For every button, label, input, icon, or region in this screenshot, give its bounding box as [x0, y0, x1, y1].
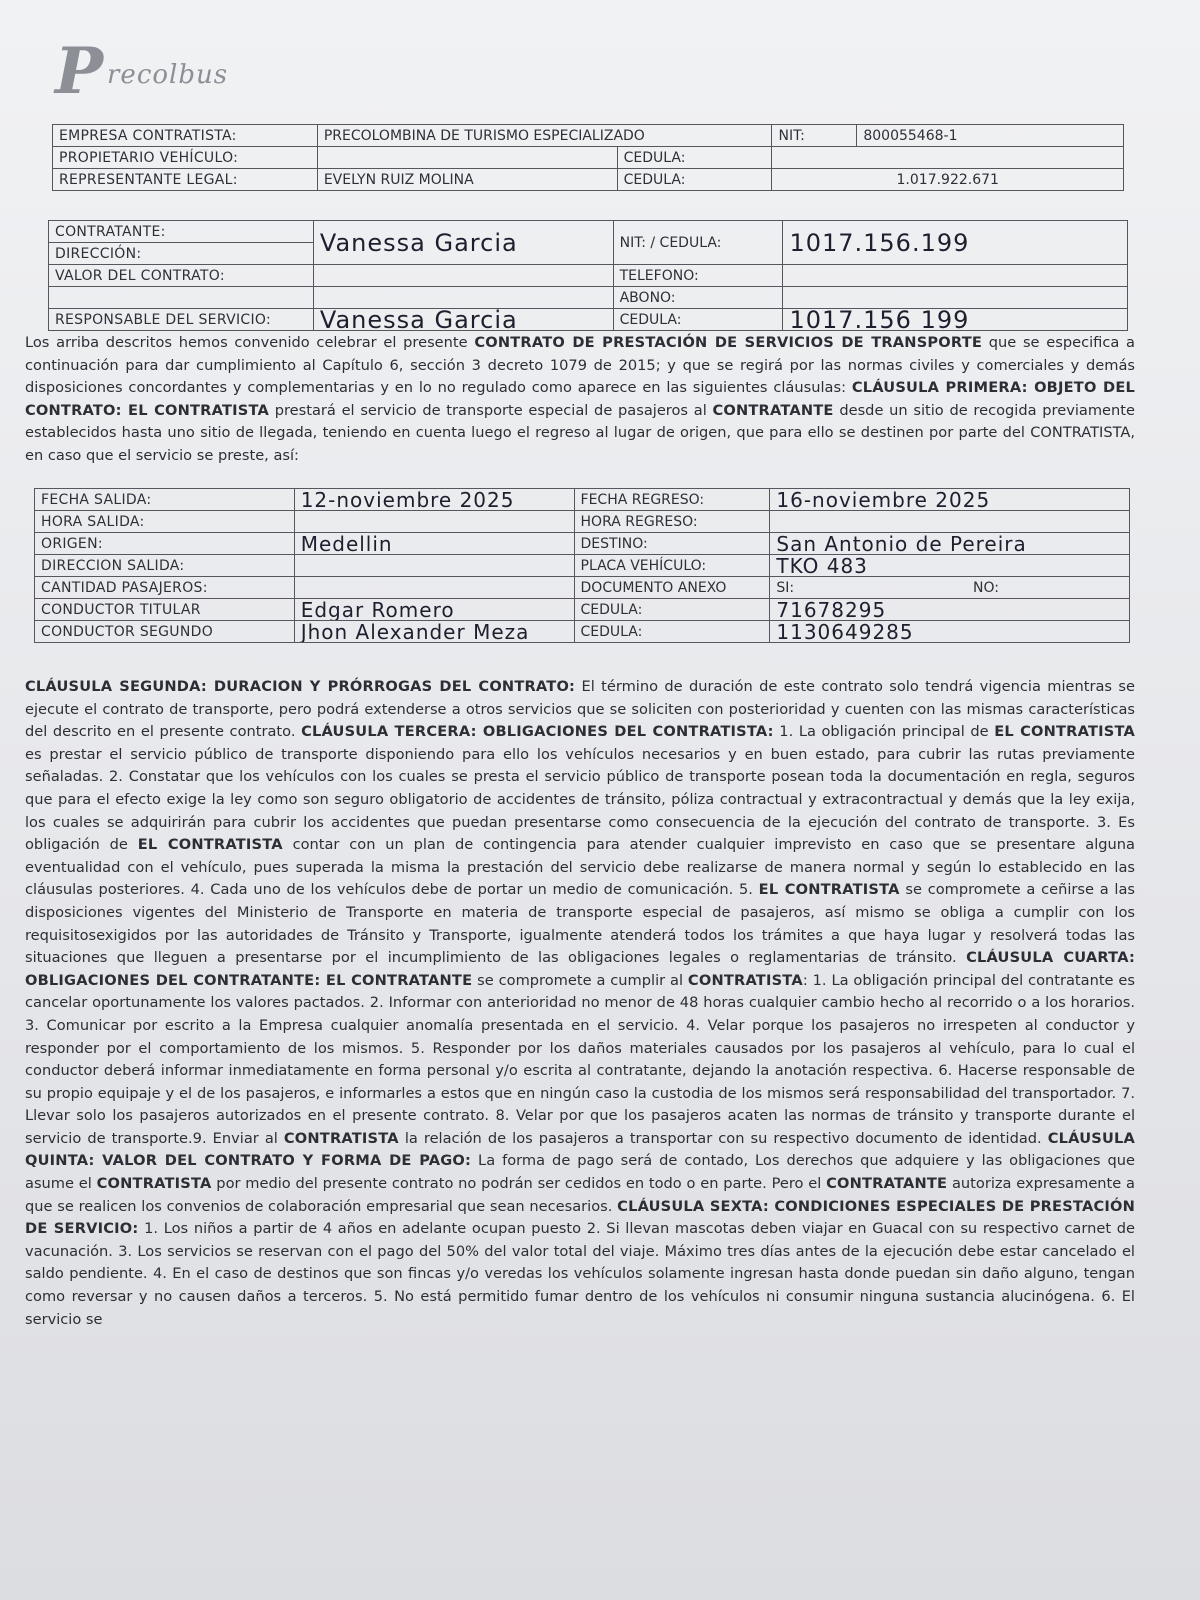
abono-row-value	[313, 287, 613, 309]
propietario-value	[317, 147, 617, 169]
origen-label: ORIGEN:	[35, 533, 295, 555]
company-logo: P recolbus	[55, 34, 229, 109]
clause-3-bold-b: EL CONTRATISTA	[137, 836, 283, 854]
documento-label: DOCUMENTO ANEXO	[574, 577, 770, 599]
clause-2-title: CLÁUSULA SEGUNDA: DURACION Y PRÓRROGAS DEL CONTRATO:	[25, 678, 576, 695]
hora-regreso-label: HORA REGRESO:	[574, 511, 770, 533]
placa-label: PLACA VEHÍCULO:	[574, 555, 770, 577]
intro-text-4: desde un sitio de recogida previamente establecidos hasta uno sitio de llegada, teniendo en cuenta luego el regreso al lugar de origen, que para ello se destinen por parte del CONTRATISTA, en caso que el servicio se preste, así:	[25, 401, 1135, 464]
hora-regreso-value	[770, 511, 1130, 533]
clause-3-text-a: 1. La obligación principal de	[773, 723, 995, 741]
cedula-titular-label: CEDULA:	[574, 599, 770, 621]
hora-salida-label: HORA SALIDA:	[35, 511, 295, 533]
telefono-label: TELEFONO:	[613, 265, 783, 287]
clause-4-title: CLÁUSULA CUARTA: OBLIGACIONES DEL CONTRATANTE: EL CONTRATANTE	[25, 949, 1135, 989]
intro-text-2: que se especifica a continuación para dar cumplimiento al Capítulo 6, sección 3 decreto 1079 de 2015; y que se regirá por las normas civiles y comerciales y demás disposiciones concordantes y complementarias y en lo no regulado como aparece en las siguientes cláusulas:	[25, 334, 1135, 397]
cedula-label-1: CEDULA:	[617, 147, 772, 169]
direccion-salida-label: DIRECCION SALIDA:	[35, 555, 295, 577]
valor-label: VALOR DEL CONTRATO:	[49, 265, 314, 287]
clause-3-text-c: contar con un plan de contingencia para atender cualquier imprevisto en caso que se presentare alguna eventualidad con el vehículo, pues superada la misma la prestación del servicio debe realizarse de manera normal y según lo establecido en las cláusulas posteriores. 4. Cada uno de los vehículos debe de portar un medio de comunicación. 5.	[25, 836, 1135, 899]
responsable-value: Vanessa Garcia	[313, 309, 613, 331]
hora-salida-value	[294, 511, 574, 533]
company-table	[52, 124, 1124, 191]
clause-5-text-c: autoriza expresamente a que se realicen los convenios de colaboración empresarial que sean necesarios.	[25, 1175, 1135, 1215]
documento-options	[770, 577, 1130, 599]
conductor-segundo-label: CONDUCTOR SEGUNDO	[35, 621, 295, 643]
clause-2-text: El término de duración de este contrato solo tendrá vigencia mientras se ejecute el contrato de transporte, pero podrá extenderse a otros servicios que se soliciten con posterioridad y cuenten con las mismas características del descrito en el presente contrato.	[25, 678, 1135, 741]
clause-6-title: CLÁUSULA SEXTA: CONDICIONES ESPECIALES DE PRESTACIÓN DE SERVICIO:	[25, 1197, 1135, 1238]
empresa-label: EMPRESA CONTRATISTA:	[53, 125, 318, 147]
clause-3-text-b: es prestar el servicio público de transporte disponiendo para ello los vehículos necesarios y en buen estado, para cubrir las rutas previamente señaladas. 2. Constatar que los vehículos con los cuales se presta el servicio público de transporte posean toda la documentación en regla, seguros que para el efecto exige la ley como son seguro obligatorio de accidentes de tránsito, póliza contractual y extracontractual y demás que la ley exija, los cuales se adquirirán para cubrir los accidentes que puedan presentarse como consecuencia de la ejecución del contrato de transporte. 3. Es obligación de	[25, 745, 1135, 854]
fecha-regreso-label: FECHA REGRESO:	[574, 489, 770, 511]
responsable-label: RESPONSABLE DEL SERVICIO:	[49, 309, 314, 331]
propietario-label: PROPIETARIO VEHÍCULO:	[53, 147, 318, 169]
cedula-titular-value: 71678295	[770, 599, 1130, 621]
clause-4-text-a: se compromete a cumplir al	[472, 971, 688, 989]
cantidad-label: CANTIDAD PASAJEROS:	[35, 577, 295, 599]
destino-value: San Antonio de Pereira	[770, 533, 1130, 555]
destino-label: DESTINO:	[574, 533, 770, 555]
clause-5-title: CLÁUSULA QUINTA: VALOR DEL CONTRATO Y FORMA DE PAGO:	[25, 1129, 1136, 1170]
clause-4-text-b: : 1. La obligación principal del contratante es cancelar oportunamente los valores pactados. 2. Informar con anterioridad no menor de 48 horas cualquier cambio hecho al recorrido o a los horarios. 3. Comunicar por escrito a la Empresa cualquier anomalía presentada en el servicio. 4. Velar porque los pasajeros no irrespeten al conductor y responder por el comportamiento de los mismos. 5. Responder por los daños materiales causados por los pasajeros al vehículo, para lo cual el conductor deberá informar inmediatamente en forma personal y/o escrita al contratante, dejando la anotación respectiva. 6. Hacerse responsable de su propio equipaje y el de los pasajeros, e informarles a estos que en ningún caso la custodia de los mismos será responsabilidad del transportador. 7. Llevar solo los pasajeros autorizados en el presente contrato. 8. Velar por que los pasajeros acaten las normas de tránsito y transporte durante el servicio de transporte.9. Enviar al	[25, 971, 1135, 1147]
clause-3-text-d: se compromete a ceñirse a las disposiciones vigentes del Ministerio de Transporte en materia de transporte especial de pasajeros, así mismo se obliga a cumplir con los requisitosexigidos por las autoridades de Tránsito y Transporte, igualmente atenderá todos los trámites a que haya lugar y resolverá todas las situaciones que lleguen a presentarse por el incumplimiento de las obligaciones legales o reglamentarias de tránsito.	[25, 881, 1135, 967]
clause-4-bold-a: CONTRATISTA	[687, 971, 803, 989]
nit-label: NIT:	[772, 125, 857, 147]
no-label: NO:	[973, 579, 999, 596]
placa-value: TKO 483	[770, 555, 1130, 577]
abono-label: ABONO:	[613, 287, 783, 309]
clause-6-text: 1. Los niños a partir de 4 años en adelante ocupan puesto 2. Si llevan mascotas deben viajar en Guacal con su respectivo carnet de vacunación. 3. Los servicios se reservan con el pago del 50% del valor total del viaje. Máximo tres días antes de la ejecución debe estar cancelado el saldo pendiente. 4. En el caso de destinos que son fincas y/o veredas los vehículos solamente ingresan hasta donde puedan sin daño alguno, tengan como reversar y no causen daños a terceros. 5. No está permitido fumar dentro de los vehículos ni consumir ninguna sustancia alucinógena. 6. El servicio se	[25, 1220, 1135, 1328]
cedula-value: 1017.156 199	[783, 309, 1128, 331]
direccion-salida-value	[294, 555, 574, 577]
fecha-regreso-value: 16-noviembre 2025	[770, 489, 1130, 511]
contratante-label: CONTRATANTE:	[49, 221, 314, 243]
clauses-paragraph	[25, 676, 1135, 1331]
valor-value	[313, 265, 613, 287]
intro-text-1: Los arriba descritos hemos convenido celebrar el presente	[25, 334, 475, 351]
cedula-segundo-label: CEDULA:	[574, 621, 770, 643]
cantidad-value	[294, 577, 574, 599]
contratante-value: Vanessa Garcia	[313, 221, 613, 265]
clause-3-bold-c: EL CONTRATISTA	[758, 881, 900, 899]
trip-table	[34, 488, 1130, 643]
clause-5-bold-b: CONTRATANTE	[826, 1175, 948, 1193]
empresa-value: PRECOLOMBINA DE TURISMO ESPECIALIZADO	[317, 125, 772, 147]
conductor-segundo-value: Jhon Alexander Meza	[294, 621, 574, 643]
representante-value: EVELYN RUIZ MOLINA	[317, 169, 617, 191]
direccion-label: DIRECCIÓN:	[49, 243, 314, 265]
clause-3-title: CLÁUSULA TERCERA: OBLIGACIONES DEL CONTRATISTA:	[301, 723, 774, 741]
contratante-table	[48, 220, 1128, 331]
cedula-value-1	[772, 147, 1124, 169]
cedula-value-2: 1.017.922.671	[772, 169, 1124, 191]
conductor-titular-label: CONDUCTOR TITULAR	[35, 599, 295, 621]
intro-paragraph	[25, 332, 1135, 468]
intro-bold-1: CONTRATO DE PRESTACIÓN DE SERVICIOS DE TRANSPORTE	[474, 334, 983, 351]
nit-value: 800055468-1	[857, 125, 1124, 147]
clause-5-text-a: La forma de pago será de contado, Los derechos que adquiere y las obligaciones que asume el	[25, 1152, 1136, 1193]
cedula-label: CEDULA:	[613, 309, 783, 331]
nit-cedula-value: 1017.156.199	[783, 221, 1128, 265]
intro-bold-3: CONTRATANTE	[712, 401, 834, 419]
telefono-value	[783, 265, 1128, 287]
abono-row-label	[49, 287, 314, 309]
intro-bold-2: CLÁUSULA PRIMERA: OBJETO DEL CONTRATO: EL CONTRATISTA	[25, 379, 1136, 419]
clause-5-bold-a: CONTRATISTA	[96, 1175, 212, 1193]
clause-4-bold-b: CONTRATISTA	[283, 1129, 399, 1147]
clause-4-text-c: la relación de los pasajeros a transportar con su respectivo documento de identidad.	[398, 1129, 1048, 1147]
clause-5-text-b: por medio del presente contrato no podrán ser cedidos en todo o en parte. Pero el	[211, 1175, 827, 1193]
nit-cedula-label: NIT: / CEDULA:	[613, 221, 783, 265]
origen-value: Medellin	[294, 533, 574, 555]
fecha-salida-value: 12-noviembre 2025	[294, 489, 574, 511]
abono-value	[783, 287, 1128, 309]
intro-text-3: prestará el servicio de transporte especial de pasajeros al	[268, 401, 713, 419]
cedula-segundo-value: 1130649285	[770, 621, 1130, 643]
si-label: SI:	[776, 579, 795, 596]
clause-3-bold-a: EL CONTRATISTA	[994, 723, 1135, 741]
conductor-titular-value: Edgar Romero	[294, 599, 574, 621]
cedula-label-2: CEDULA:	[617, 169, 772, 191]
representante-label: REPRESENTANTE LEGAL:	[53, 169, 318, 191]
fecha-salida-label: FECHA SALIDA:	[35, 489, 295, 511]
